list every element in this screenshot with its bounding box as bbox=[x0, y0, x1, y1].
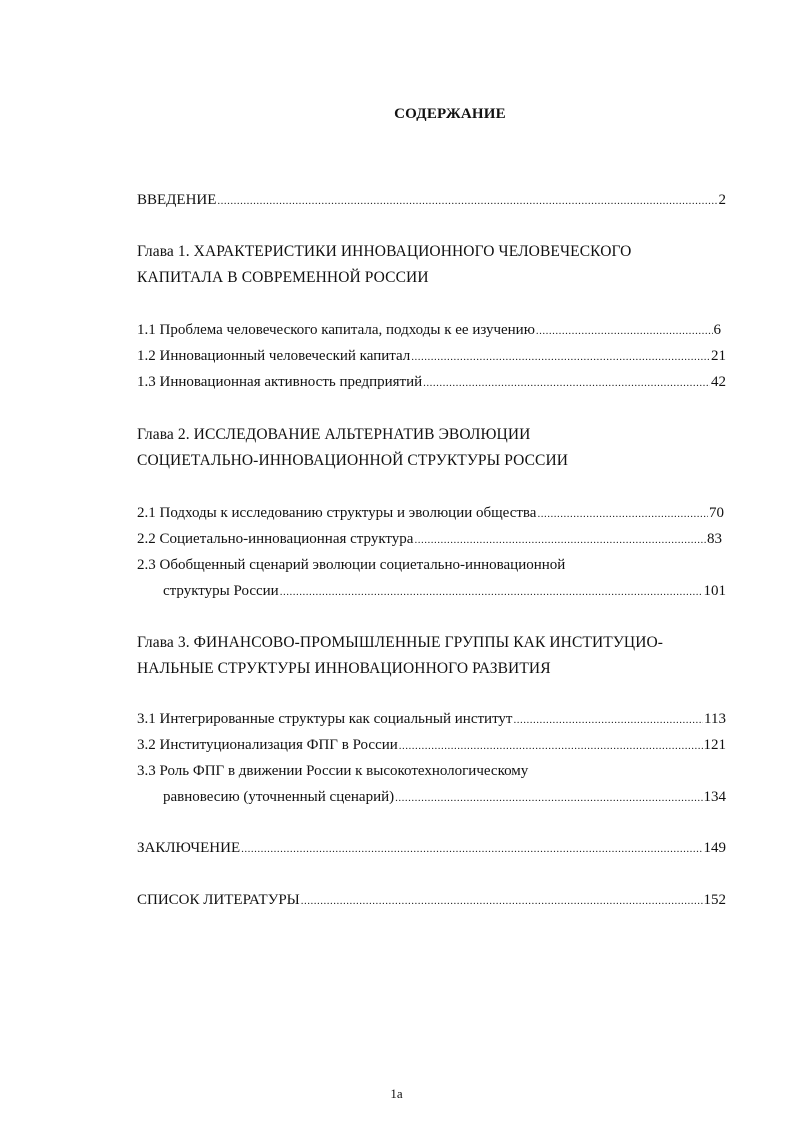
toc-entry-3-1[interactable] bbox=[137, 709, 726, 730]
dot-leader bbox=[217, 191, 717, 211]
toc-entry-2-2[interactable] bbox=[137, 529, 722, 550]
dot-leader bbox=[241, 839, 702, 859]
toc-entry-2-1[interactable] bbox=[137, 503, 724, 524]
dot-leader bbox=[414, 530, 706, 550]
toc-entry-3-3[interactable] bbox=[163, 787, 726, 808]
toc-entry-label: 2.3 Обобщенный сценарий эволюции социетально-инновационной bbox=[137, 557, 566, 573]
toc-entry-1-1[interactable] bbox=[137, 320, 721, 341]
dot-leader bbox=[536, 321, 713, 341]
toc-entry-intro[interactable] bbox=[137, 190, 726, 211]
toc-entry-label: ВВЕДЕНИЕ bbox=[137, 192, 217, 208]
chapter-heading-3[interactable] bbox=[137, 630, 663, 682]
page-title: СОДЕРЖАНИЕ bbox=[394, 106, 506, 122]
dot-leader bbox=[280, 582, 703, 602]
page-number: 1а bbox=[390, 1086, 403, 1101]
toc-entry-label: 1.2 Инновационный человеческий капитал bbox=[137, 348, 411, 364]
toc-page-number: 21 bbox=[711, 348, 726, 364]
toc-page-number: 121 bbox=[703, 737, 726, 753]
toc-entry-label: СПИСОК ЛИТЕРАТУРЫ bbox=[137, 892, 300, 908]
toc-entry-label: равновесию (уточненный сценарий) bbox=[163, 789, 395, 805]
toc-page-number: 6 bbox=[713, 322, 721, 338]
toc-entry-label: 2.1 Подходы к исследованию структуры и эволюции общества bbox=[137, 505, 537, 521]
chapter-heading-line: СОЦИЕТАЛЬНО-ИННОВАЦИОННОЙ СТРУКТУРЫ РОССИИ bbox=[137, 452, 569, 469]
toc-entry-label: 3.2 Институционализация ФПГ в России bbox=[137, 737, 398, 753]
toc-entry-references[interactable] bbox=[137, 890, 726, 911]
toc-page-number: 149 bbox=[703, 840, 726, 856]
toc-page-number: 70 bbox=[709, 505, 724, 521]
chapter-heading-line: Глава 1. ХАРАКТЕРИСТИКИ ИННОВАЦИОННОГО ЧЕЛОВЕЧЕСКОГО bbox=[137, 243, 632, 260]
dot-leader bbox=[399, 736, 703, 756]
dot-leader bbox=[537, 504, 708, 524]
dot-leader bbox=[513, 710, 703, 730]
chapter-heading-line: Глава 2. ИССЛЕДОВАНИЕ АЛЬТЕРНАТИВ ЭВОЛЮЦИИ bbox=[137, 426, 531, 443]
toc-entry-label: структуры России bbox=[163, 583, 279, 599]
chapter-heading-line: Глава 3. ФИНАНСОВО-ПРОМЫШЛЕННЫЕ ГРУППЫ КАК ИНСТИТУЦИО- bbox=[137, 634, 664, 651]
toc-page-number: 83 bbox=[707, 531, 722, 547]
toc-entry-conclusion[interactable] bbox=[137, 838, 726, 859]
toc-page-number: 152 bbox=[703, 892, 726, 908]
dot-leader bbox=[411, 347, 710, 367]
toc-entry-3-3-line1[interactable] bbox=[137, 761, 528, 781]
dot-leader bbox=[301, 891, 703, 911]
chapter-heading-2[interactable] bbox=[137, 422, 568, 474]
toc-page-number: 2 bbox=[718, 192, 726, 208]
toc-entry-label: 1.3 Инновационная активность предприятий bbox=[137, 374, 423, 390]
toc-entry-1-2[interactable] bbox=[137, 346, 726, 367]
chapter-heading-1[interactable] bbox=[137, 239, 631, 291]
toc-page-number: 134 bbox=[703, 789, 726, 805]
toc-entry-label: ЗАКЛЮЧЕНИЕ bbox=[137, 840, 241, 856]
chapter-heading-line: КАПИТАЛА В СОВРЕМЕННОЙ РОССИИ bbox=[137, 269, 429, 286]
toc-entry-2-3[interactable] bbox=[163, 581, 726, 602]
toc-page-number: 42 bbox=[711, 374, 726, 390]
toc-entry-2-3-line1[interactable] bbox=[137, 555, 565, 575]
dot-leader bbox=[423, 373, 710, 393]
toc-entry-1-3[interactable] bbox=[137, 372, 726, 393]
toc-page-number: 101 bbox=[703, 583, 726, 599]
toc-entry-label: 3.3 Роль ФПГ в движении России к высокотехнологическому bbox=[137, 763, 529, 779]
dot-leader bbox=[395, 788, 702, 808]
toc-entry-label: 3.1 Интегрированные структуры как социальный институт bbox=[137, 711, 513, 727]
toc-entry-label: 2.2 Социетально-инновационная структура bbox=[137, 531, 414, 547]
toc-entry-3-2[interactable] bbox=[137, 735, 726, 756]
toc-entry-label: 1.1 Проблема человеческого капитала, подходы к ее изучению bbox=[137, 322, 535, 338]
chapter-heading-line: НАЛЬНЫЕ СТРУКТУРЫ ИННОВАЦИОННОГО РАЗВИТИЯ bbox=[137, 660, 551, 677]
toc-page-number: 113 bbox=[704, 711, 726, 727]
